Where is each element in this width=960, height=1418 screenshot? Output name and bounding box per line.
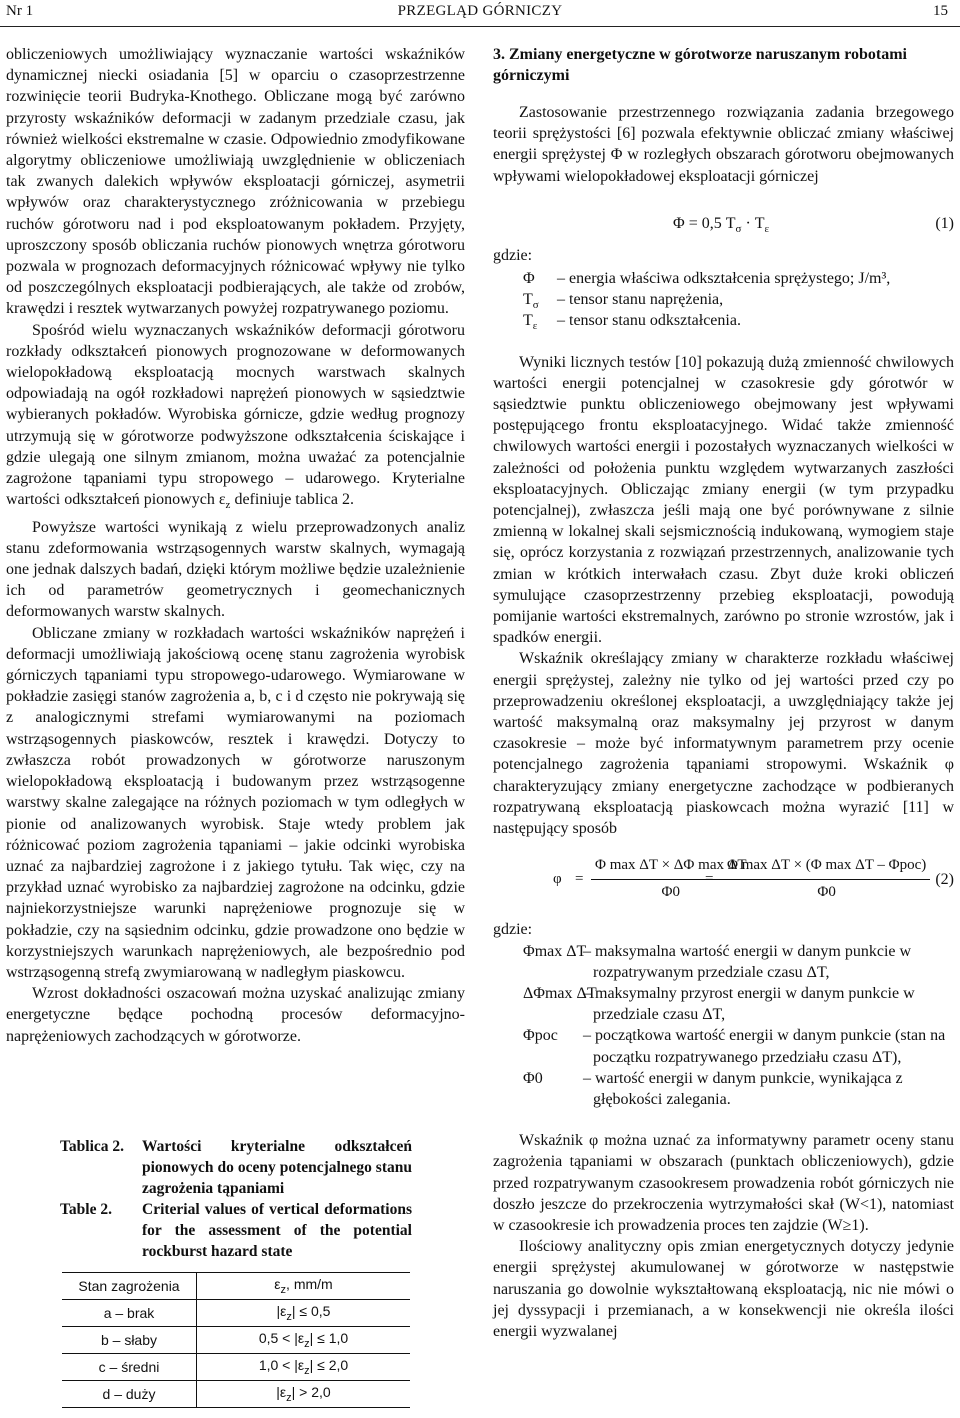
paragraph: Wzrost dokładności oszacowań można uzyskać analizując zmiany energetyczne będące pochodną procesów deformacyjno-naprężeniowych zachodzących w górotworze. [6,985,465,1045]
definition-row: Φmax ΔT – maksymalna wartość energii w danym punkcie w rozpatrywanym przedziale czasu ΔT, [523,942,912,981]
table-label-en: Table 2. [60,1201,112,1218]
paragraph: obliczeniowych umożliwiający wyznaczanie wartości wskaźników dynamicznej niecki osiadania [5] w oparciu o czasoprzestrzenne rozwinięcie teorii Budryka-Knothego. Obliczane mogą być zarówno przyrosty wskaźników deformacji w zadanym przedziale czasu, jak również wielkości ekstremalne w czasie. Odpowiednio zmodyfikowane algorytmy obliczeniowe umożliwiają uwzględnienie w obliczeniach tak zwanych dalekich wpływów eksploatacji górniczej, asymetrii wpływów oraz charakterystycznego zróżnicowania w przebiegu ruchów górotworu nad i pod eksploatowanym pokładem. Przyjęty, uproszczony sposób obliczania ruchów pionowych wnętrza górotworu pozwala w prognozach deformacyjnych różnicować wpływy nie tylko od poszczególnych eksploatacji podbierających, ale także od zrobów, krawędzi i resztek wytwarzanych powyżej rozpatrywanego poziomu. [6,46,465,318]
table-cell: $1,0 < |\varepsilon_z| \le 2,0$ [197,1354,411,1381]
equation-number: (1) [935,214,954,232]
paragraph: Spośród wielu wyznaczanych wskaźników deformacji górotworu rozkłady odkształceń pionowych prognozowane w deformowanych wielopokładową eksploatacją mocnych warstwach skalnych odpowiadają na ogół rozkładowi naprężeń pionowych w sąsiedztwie wybieranych pokładów. Wyrobiska górnicze, gdzie według prognozy utrzymują się w górotworze podwyższone odkształcenia ściskające i gdzie ulegają one silnym zmianom, można uważać za potencjalnie zagrożone tąpaniami typu stropowego – udarowego. Kryterialne wartości odkształceń pionowych $\varepsilon_z$ definiuje tablica 2. [6,321,465,512]
table-cell: $|\varepsilon_z| \le 0,5$ [197,1300,411,1327]
table-row [62,1381,410,1408]
paragraph: Powyższe wartości wynikają z wielu przeprowadzonych analiz stanu zdeformowania wstrząsogennych warstw skalnych, wymagają one jednak dalszych badań, dzięki którym możliwe będzie uzależnienie ich od parametrów geometrycznych i geomechanicznych deformowanych warstw skalnych. [6,518,465,621]
table-row [62,1300,410,1327]
column-header: Stan zagrożenia [62,1273,197,1300]
paragraph: Ilościowy analityczny opis zmian energetycznych dotyczy jedynie energii sprężystej akumulowanej w górotworze w następstwie naruszania go dowolnie wykształtowaną eksploatacją, nic nie mówi o jej dyssypacji i przemianach, a w konsekwencji nie określa ilości energii wyzwalanej [493,1238,954,1340]
paragraph: Zastosowanie przestrzennego rozwiązania zadania brzegowego teorii sprężystości [6] pozwala efektywnie obliczać zmiany właściwej energii sprężystej Φ w rozległych obszarach górotworu obejmowanych wpływami wielopokładowej eksploatacji górniczej [493,104,954,185]
table-header-row [62,1273,410,1300]
column-header: $\varepsilon_z$, mm/m [197,1273,411,1300]
equation-body: Φ = 0,5 $T_\sigma \cdot T_\varepsilon$ [673,214,770,235]
definition-row: $T_\varepsilon$ – tensor stanu odkształcenia. [523,312,741,333]
table-cell: b – słaby [62,1327,197,1354]
page-number: 15 [933,3,948,19]
right-column [493,44,954,1342]
table-cell: c – średni [62,1354,197,1381]
symbol-definitions [493,941,954,1111]
equation-number: (2) [935,871,954,889]
fraction-1: Φ max ΔT × ΔΦ max ΔT Φ0 [591,855,751,902]
symbol-definitions [493,268,954,332]
fraction-2: Φ max ΔT × (Φ max ΔT – Φpoc) Φ0 [723,855,930,902]
table-label-pl: Tablica 2. [60,1138,125,1155]
where-label: gdzie: [493,246,533,264]
table-caption-pl: Wartości kryterialne odkształceń pionowych do oceny potencjalnego stanu zagrożenia tąpaniami [142,1138,412,1197]
table-caption [60,1136,412,1262]
table-row [62,1327,410,1354]
definition-row: Φ0 – wartość energii w danym punkcie, wynikająca z głębokości zalegania. [523,1069,903,1108]
header-rule [0,26,960,27]
criteria-table [62,1272,410,1408]
table-row [62,1354,410,1381]
equation-2 [493,855,954,905]
paragraph: Wskaźnik określający zmiany w charakterze rozkładu właściwej energii sprężystej, zależny nie tylko od jej wartości przed czy po przeprowadzeniu określonej eksploatacji, a uwzględniający także jej wartość maksymalną oraz maksymalny jej przyrost w danym czasokresie – może być informatywnym parametrem przy ocenie potencjalnego zagrożenia tąpaniami stropowymi. Wskaźnik φ charakteryzujący zmiany energetyczne zachodzące w podbieranych rozpatrywaną eksploatacją piaskowcach można wyrazić [11] w następujący sposób [493,650,954,838]
equals-sign: = [575,871,584,888]
table-cell: $|\varepsilon_z| > 2,0$ [197,1381,411,1408]
page-header [0,0,960,24]
paragraph: Wskaźnik φ można uznać za informatywny parametr oceny stanu zagrożenia tąpaniami w obszarach (punktach obliczeniowych), gdzie przed rozpatrywanym czasookresem prowadzenia robót górniczych nie doszło jeszcze do przekroczenia wytrzymałości skał (W<1), natomiast w czasookresie ich prowadzenia proces ten zajdzie (W≥1). [493,1132,954,1234]
definition-row: Φpoc – początkowa wartość energii w danym punkcie (stan na początku rozpatrywanego przedziału czasu ΔT), [523,1027,946,1066]
section-title: 3. Zmiany energetyczne w górotworze naruszanym robotami górniczymi [493,46,907,84]
issue-number: Nr 1 [6,3,34,19]
journal-title: PRZEGLĄD GÓRNICZY [397,3,563,19]
table-cell: $0,5 < |\varepsilon_z| \le 1,0$ [197,1327,411,1354]
paragraph: Obliczane zmiany w rozkładach wartości wskaźników naprężeń i deformacji umożliwiają jakościową ocenę stanu zagrożenia wyrobisk górniczych tąpaniami typu stropowego-udarowego. Wymiarowane w pokładzie zasięgi stanów zagrożenia a, b, c i d często nie pokrywają się z analogicznymi strefami wymiarowanymi na poziomach wstrząsogennych piaskowców, resztek i krawędzi. Dotyczy to zwłaszcza robót prowadzonych w górotworze naruszonym wielopokładową eksploatacją i budowanym przez wstrząsogenne warstwy skalne zalegające na różnych poziomach w tym odległych w pionie od analizowanych wyrobisk. Staje wtedy problem jak różnicować poziom zagrożenia tąpaniami – jakie odcinki wyrobiska uznać za najbardziej zagrożone i z jakiego tytułu. Tak więc, czy na przykład uznać wyrobisko za najbardziej zagrożone na odcinku, gdzie najniekorzystniejsze warunki naprężeniowe prognozuje się w pokładzie, czy na sąsiednim odcinku, gdzie prowadzone ono będzie w korzystniejszych warunkach naprężeniowych, ale bezpośrednio pod wstrząsogenną strefą zwymiarowaną w nadległym piaskowcu. [6,624,465,981]
equation-1 [493,213,954,239]
definition-row: ΔΦmax ΔT – maksymalny przyrost energii w danym punkcie w przedziale czasu ΔT, [523,984,915,1024]
paragraph: Wyniki licznych testów [10] pokazują dużą zmienność chwilowych wartości energii potencjalnej w czasokresie gdy górotwór w sąsiedztwie punktu obliczeniowego obejmowany jest wpływami postępującego frontu eksploatacyjnego. Widać także zmienność chwilowych wartości energii i pozostałych wyznaczanych wielkości w zależności od położenia punktu względem wytwarzanych zaszłości eksploatacyjnych. Obliczając zmiany energii (w tym przypadku potencjalnej), zwłaszcza jeśli mają one być porównywane z silnie zmienną w lokalnej skali sejsmicznością indukowaną, wymogiem staje się, oprócz korzystania z rozwiązań przestrzennych, analizowanie tych zmian w krótkich interwałach czasu. Zbyt duże kroki obliczeń symulujące czasoprzestrzenny przebieg eksploatacji, powodują pomijanie wartości ekstremalnych, zarówno po stronie wzrostów, jak i spadków energii. [493,353,954,647]
definition-row: $T_\sigma$ – tensor stanu naprężenia, [523,291,724,312]
equation-lhs: φ [553,871,562,888]
table-caption-en: Criterial values of vertical deformations for the assessment of the potential rockburst hazard state [142,1201,412,1260]
where-label: gdzie: [493,921,533,939]
equals-sign: = [705,871,714,888]
definition-row: Φ – energia właściwa odkształcenia sprężystego; J/m³, [523,270,891,288]
left-column [6,44,465,1047]
table-cell: d – duży [62,1381,197,1408]
table-cell: a – brak [62,1300,197,1327]
